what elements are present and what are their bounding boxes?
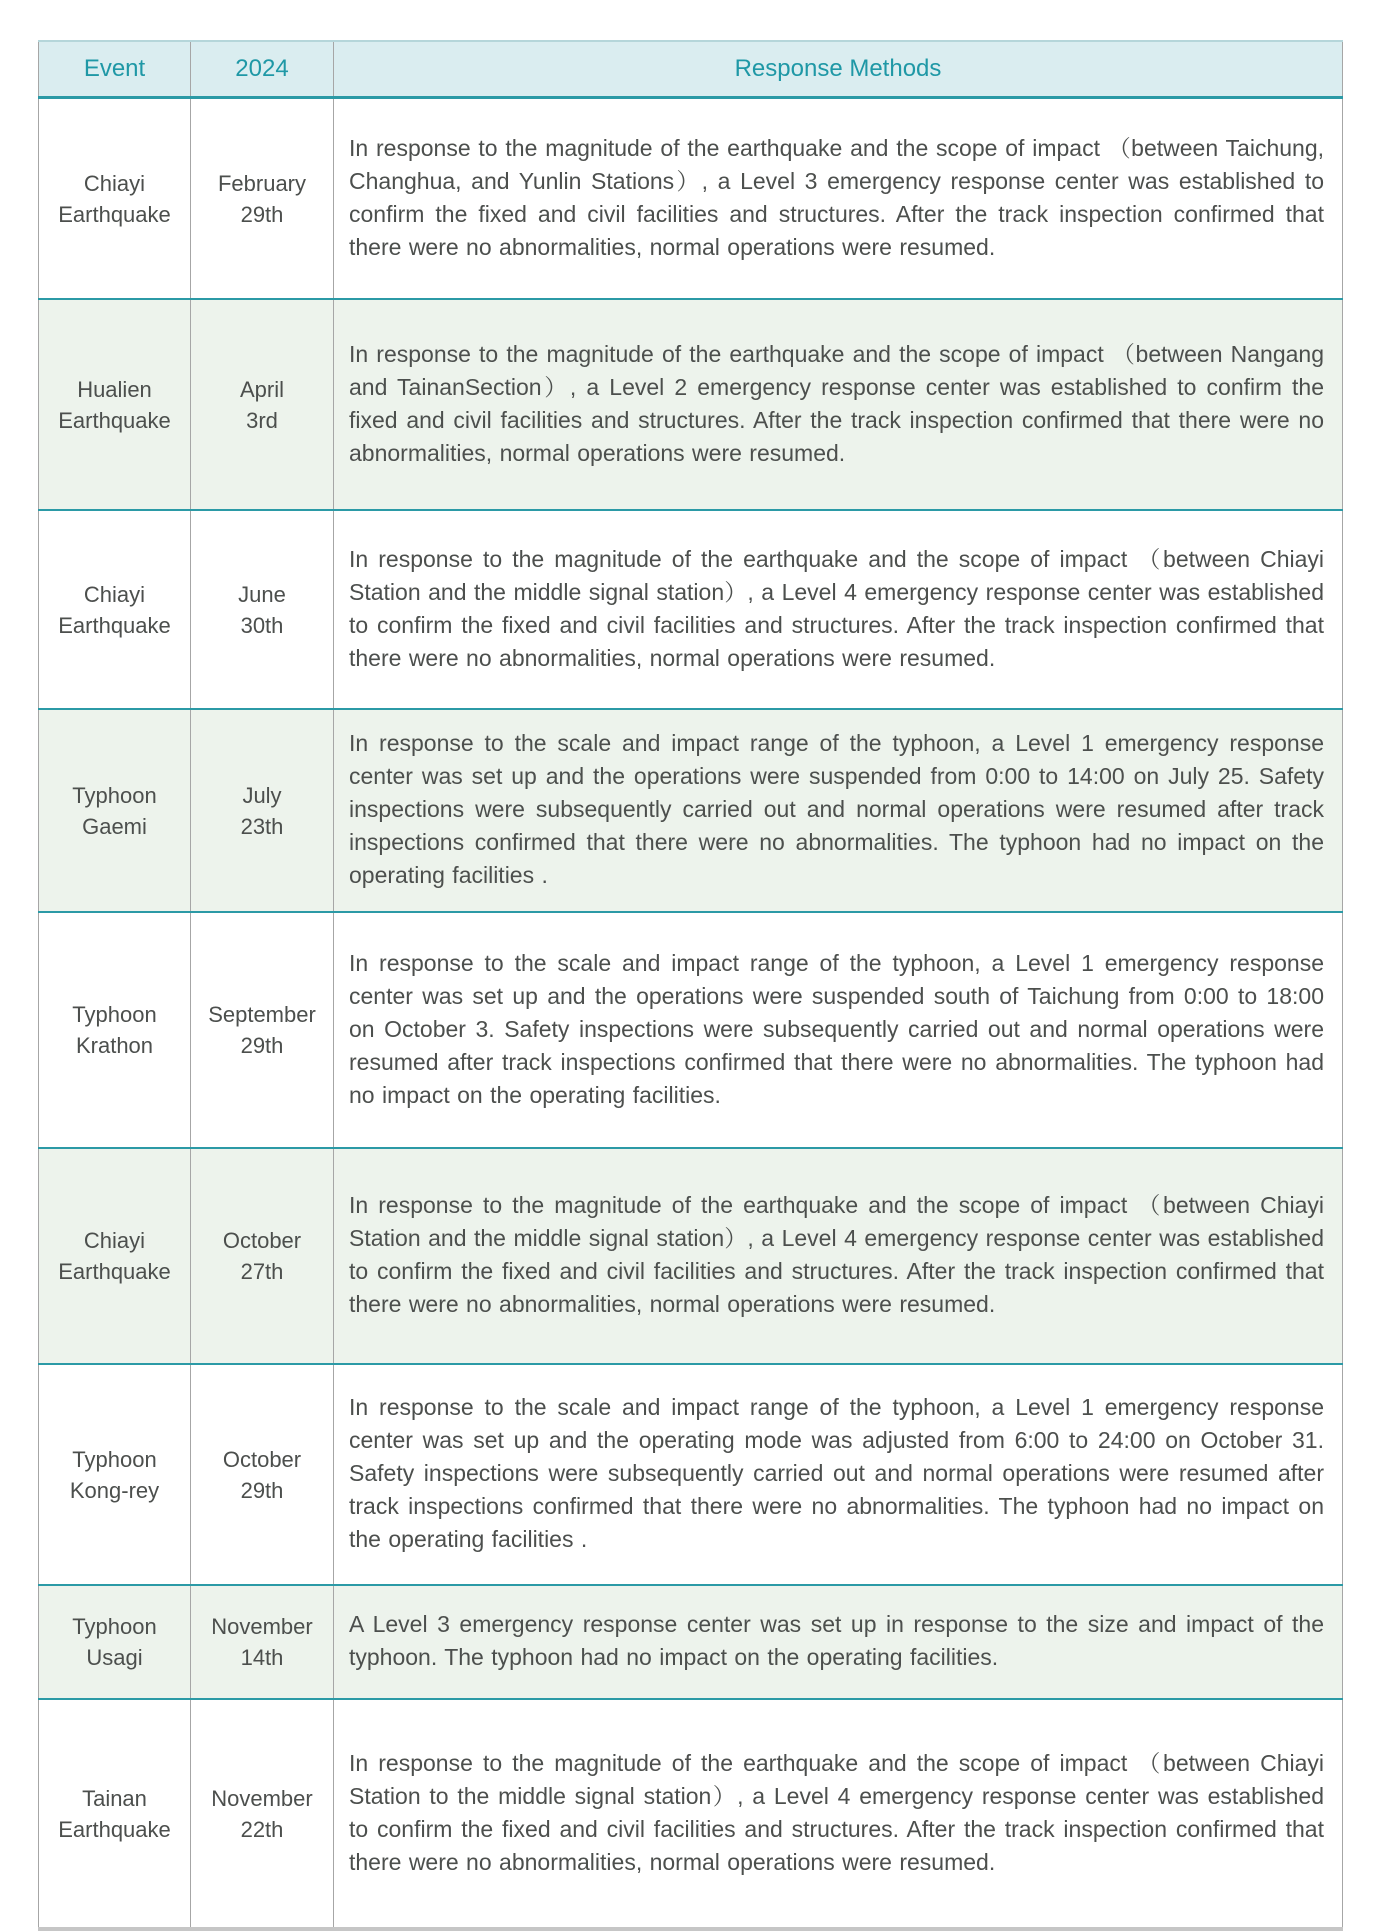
table-row xyxy=(39,912,1343,1148)
event-name-line: Earthquake xyxy=(58,407,171,433)
date-cell xyxy=(191,1699,334,1929)
column-header-event: Event xyxy=(39,41,191,98)
event-date-line: 29th xyxy=(240,1477,284,1503)
event-name-line: Kong-rey xyxy=(69,1477,160,1503)
event-cell xyxy=(39,98,191,300)
event-date-line: April xyxy=(239,376,284,402)
event-name-line: Earthquake xyxy=(58,612,171,638)
event-date-line: 27th xyxy=(240,1259,284,1284)
response-method-cell: In response to the magnitude of the earthquake and the scope of impact （between Chiayi Station and the middle signal station）, a Level 4 emergency response center was established to confirm the fixed and civil facilities and structures. After the track inspection confirmed that there were no abnormalities, normal operations were resumed. xyxy=(334,1148,1343,1364)
response-method-cell: In response to the scale and impact range of the typhoon, a Level 1 emergency response center was set up and the operations were suspended from 0:00 to 14:00 on July 25. Safety inspections were subsequently carried out and normal operations were resumed after track inspections confirmed that there were no abnormalities. The typhoon had no impact on the operating facilities . xyxy=(334,709,1343,912)
date-cell xyxy=(191,709,334,912)
column-header-year: 2024 xyxy=(191,41,334,98)
event-cell xyxy=(39,1699,191,1929)
date-cell xyxy=(191,1364,334,1585)
event-cell xyxy=(39,1148,191,1364)
event-cell xyxy=(39,1585,191,1699)
response-method-cell: In response to the scale and impact range of the typhoon, a Level 1 emergency response center was set up and the operations were suspended south of Taichung from 0:00 to 18:00 on October 3. Safety inspections were subsequently carried out and normal operations were resumed after track inspections confirmed that there were no abnormalities. The typhoon had no impact on the operating facilities. xyxy=(334,912,1343,1148)
event-date-line: February xyxy=(217,170,307,196)
event-date-line: November xyxy=(211,1614,313,1639)
event-name-line: Tainan xyxy=(82,1785,147,1811)
event-date-line: 22th xyxy=(240,1816,284,1842)
event-date-line: 29th xyxy=(240,201,284,227)
table-row xyxy=(39,1364,1343,1585)
event-cell xyxy=(39,1364,191,1585)
response-method-cell: In response to the magnitude of the earthquake and the scope of impact （between Nangang and TainanSection）, a Level 2 emergency response center was established to confirm the fixed and civil facilities and structures. After the track inspection confirmed that there were no abnormalities, normal operations were resumed. xyxy=(334,299,1343,510)
response-method-cell: In response to the scale and impact range of the typhoon, a Level 1 emergency response center was set up and the operating mode was adjusted from 6:00 to 24:00 on October 31. Safety inspections were subsequently carried out and normal operations were resumed after track inspections confirmed that there were no abnormalities. The typhoon had no impact on the operating facilities . xyxy=(334,1364,1343,1585)
event-name-line: Typhoon xyxy=(72,1446,157,1472)
table-row xyxy=(39,510,1343,709)
event-name-line: Chiayi xyxy=(83,1228,146,1253)
event-cell xyxy=(39,709,191,912)
response-method-cell: A Level 3 emergency response center was set up in response to the size and impact of the typhoon. The typhoon had no impact on the operating facilities. xyxy=(334,1585,1343,1699)
response-method-cell: In response to the magnitude of the earthquake and the scope of impact （between Chiayi Station and the middle signal station）, a Level 4 emergency response center was established to confirm the fixed and civil facilities and structures. After the track inspection confirmed that there were no abnormalities, normal operations were resumed. xyxy=(334,510,1343,709)
event-name-line: Gaemi xyxy=(82,813,147,839)
event-name-line: Typhoon xyxy=(72,1614,157,1639)
event-date-line: July xyxy=(242,782,282,808)
date-cell xyxy=(191,1148,334,1364)
event-name-line: Earthquake xyxy=(58,1259,171,1284)
event-date-line: 3rd xyxy=(246,407,278,433)
table-row xyxy=(39,1699,1343,1929)
event-name-line: Usagi xyxy=(86,1645,143,1670)
event-cell xyxy=(39,912,191,1148)
event-name-line: Hualien xyxy=(77,376,152,402)
header-row xyxy=(39,41,1343,98)
date-cell xyxy=(191,98,334,300)
event-name-line: Earthquake xyxy=(58,201,171,227)
table-row xyxy=(39,1585,1343,1699)
event-date-line: 30th xyxy=(240,612,284,638)
event-date-line: June xyxy=(238,581,286,607)
date-cell xyxy=(191,912,334,1148)
event-name-line: Typhoon xyxy=(72,782,157,808)
table-header xyxy=(39,41,1343,98)
event-name-line: Earthquake xyxy=(58,1816,171,1842)
event-date-line: November xyxy=(211,1785,313,1811)
event-name-line: Chiayi xyxy=(83,170,146,196)
event-date-line: 29th xyxy=(240,1033,284,1058)
table-row xyxy=(39,709,1343,912)
event-date-line: September xyxy=(208,1002,316,1027)
event-date-line: 14th xyxy=(240,1645,284,1670)
event-cell xyxy=(39,299,191,510)
event-response-table xyxy=(38,40,1343,1931)
table-row xyxy=(39,299,1343,510)
event-date-line: 23th xyxy=(240,813,284,839)
event-date-line: October xyxy=(222,1446,302,1472)
event-name-line: Krathon xyxy=(75,1033,154,1058)
event-name-line: Typhoon xyxy=(72,1002,157,1027)
column-header-response-methods: Response Methods xyxy=(334,41,1343,98)
response-method-cell: In response to the magnitude of the earthquake and the scope of impact （between Taichung, Changhua, and Yunlin Stations）, a Level 3 emergency response center was established to confirm the fixed and civil facilities and structures. After the track inspection confirmed that there were no abnormalities, normal operations were resumed. xyxy=(334,98,1343,300)
event-date-line: October xyxy=(222,1228,302,1253)
table-row xyxy=(39,1148,1343,1364)
date-cell xyxy=(191,299,334,510)
event-cell xyxy=(39,510,191,709)
table-body xyxy=(39,98,1343,1930)
event-name-line: Chiayi xyxy=(83,581,146,607)
response-method-cell: In response to the magnitude of the earthquake and the scope of impact （between Chiayi Station to the middle signal station）, a Level 4 emergency response center was established to confirm the fixed and civil facilities and structures. After the track inspection confirmed that there were no abnormalities, normal operations were resumed. xyxy=(334,1699,1343,1929)
table-row xyxy=(39,98,1343,300)
date-cell xyxy=(191,1585,334,1699)
date-cell xyxy=(191,510,334,709)
